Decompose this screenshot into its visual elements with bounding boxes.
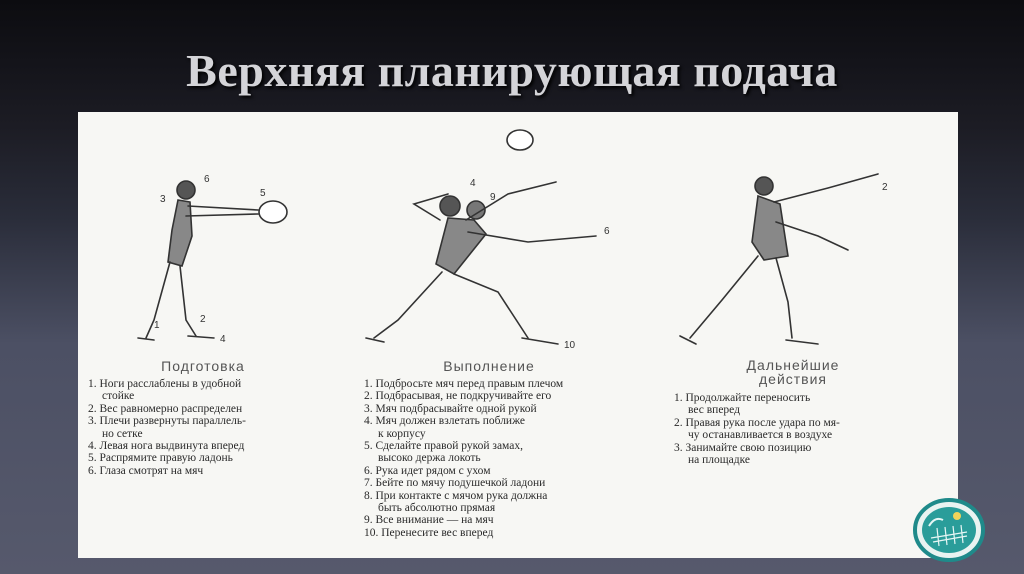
label-2: 2	[882, 182, 888, 193]
list-item: стойке	[102, 390, 135, 403]
list-item: 2. Вес равномерно распределен	[88, 402, 243, 415]
list-item: 2. Подбрасывая, не подкручивайте его	[364, 390, 552, 403]
list-item: 1. Продолжайте переносить	[674, 392, 811, 404]
list-item: 8. При контакте с мячом рука должна	[364, 489, 548, 502]
heading-line: Дальнейшие	[746, 357, 840, 373]
list-item: 2. Правая рука после удара по мя-	[674, 416, 840, 429]
label-6: 6	[604, 226, 610, 237]
list-item: 3. Плечи развернуты параллель-	[88, 415, 246, 428]
list-item: 6. Рука идет рядом с ухом	[364, 464, 491, 477]
list-follow-through	[674, 392, 944, 466]
list-item: 4. Левая нога выдвинута вперед	[88, 440, 245, 453]
figure-preparation	[108, 170, 308, 350]
list-item: высоко держа локоть	[378, 452, 481, 465]
list-item: быть абсолютно прямая	[378, 502, 496, 515]
label-1: 1	[154, 320, 160, 331]
volleyball-net-logo-icon	[913, 498, 985, 562]
list-item: 3. Мяч подбрасывайте одной рукой	[364, 402, 537, 415]
list-execution	[364, 378, 664, 539]
label-3: 3	[160, 194, 166, 205]
list-item: 1. Подбросьте мяч перед правым плечом	[364, 378, 564, 390]
list-item: 5. Сделайте правой рукой замах,	[364, 440, 523, 453]
list-item: к корпусу	[378, 427, 426, 440]
list-item: 4. Мяч должен взлетать поближе	[364, 415, 525, 428]
list-preparation	[88, 378, 338, 477]
label-4: 4	[220, 334, 226, 345]
list-item: 1. Ноги расслаблены в удобной	[88, 378, 242, 390]
figure-follow-through	[668, 152, 908, 352]
figure-execution	[358, 124, 618, 354]
list-item: чу останавливается в воздухе	[688, 429, 833, 442]
list-item: вес вперед	[688, 404, 740, 417]
list-item: на площадке	[688, 454, 750, 467]
label-10: 10	[564, 340, 576, 351]
label-2: 2	[200, 314, 206, 325]
list-item: 9. Все внимание — на мяч	[364, 514, 494, 527]
illustration-sheet	[78, 112, 958, 558]
list-item: 10. Перенесите вес вперед	[364, 526, 494, 539]
label-4: 4	[470, 178, 476, 189]
heading-preparation: Подготовка	[161, 358, 245, 374]
label-6: 6	[204, 174, 210, 185]
list-item: 7. Бейте по мячу подушечкой ладони	[364, 477, 546, 490]
list-item: 6. Глаза смотрят на мяч	[88, 464, 204, 477]
list-item: 3. Занимайте свою позицию	[674, 441, 812, 454]
slide-title: Верхняя планирующая подача	[186, 45, 838, 96]
heading-execution: Выполнение	[443, 358, 535, 374]
heading-follow-through	[718, 358, 868, 386]
label-9: 9	[490, 192, 496, 203]
list-item: но сетке	[102, 427, 143, 440]
label-5: 5	[260, 188, 266, 199]
list-item: 5. Распрямите правую ладонь	[88, 452, 233, 465]
heading-line: действия	[758, 371, 828, 387]
